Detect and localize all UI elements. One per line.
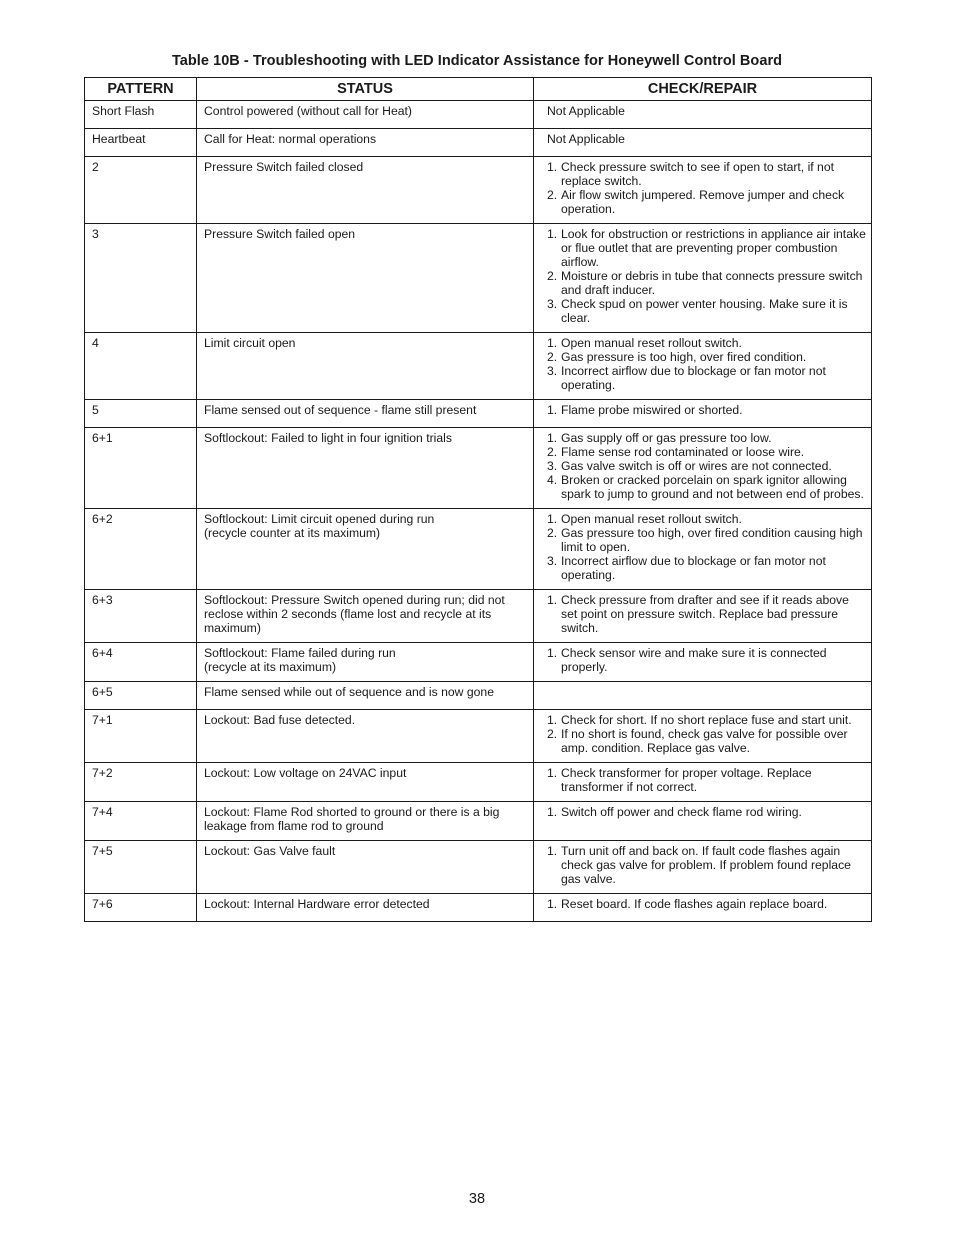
status-cell: Lockout: Gas Valve fault bbox=[197, 841, 534, 894]
step-number: 1. bbox=[547, 766, 558, 780]
status-cell: Softlockout: Limit circuit opened during run (recycle counter at its maximum) bbox=[197, 509, 534, 590]
repair-steps-list bbox=[547, 805, 867, 819]
check-repair-cell bbox=[534, 841, 872, 894]
step-number: 3. bbox=[547, 364, 558, 378]
check-repair-cell bbox=[534, 333, 872, 400]
step-number: 2. bbox=[547, 350, 558, 364]
status-cell: Limit circuit open bbox=[197, 333, 534, 400]
step-number: 1. bbox=[547, 160, 558, 174]
repair-step bbox=[547, 269, 867, 297]
step-number: 1. bbox=[547, 844, 558, 858]
repair-step bbox=[547, 188, 867, 216]
repair-step bbox=[547, 350, 867, 364]
pattern-cell: 3 bbox=[85, 224, 197, 333]
step-number: 1. bbox=[547, 805, 558, 819]
pattern-cell: 4 bbox=[85, 333, 197, 400]
check-repair-cell bbox=[534, 682, 872, 710]
step-number: 2. bbox=[547, 445, 558, 459]
step-number: 4. bbox=[547, 473, 558, 487]
table-row bbox=[85, 224, 872, 333]
repair-step bbox=[547, 512, 867, 526]
repair-step bbox=[547, 526, 867, 554]
column-header-pattern: PATTERN bbox=[85, 78, 197, 101]
step-text: Flame sense rod contaminated or loose wire. bbox=[561, 445, 805, 459]
status-cell: Pressure Switch failed closed bbox=[197, 157, 534, 224]
repair-steps-list bbox=[547, 403, 867, 417]
pattern-cell: 6+1 bbox=[85, 428, 197, 509]
step-number: 1. bbox=[547, 431, 558, 445]
status-cell: Lockout: Flame Rod shorted to ground or there is a big leakage from flame rod to ground bbox=[197, 802, 534, 841]
step-number: 1. bbox=[547, 713, 558, 727]
table-row bbox=[85, 590, 872, 643]
pattern-cell: 6+5 bbox=[85, 682, 197, 710]
step-number: 2. bbox=[547, 269, 558, 283]
check-repair-cell bbox=[534, 710, 872, 763]
step-text: Check sensor wire and make sure it is connected properly. bbox=[561, 646, 827, 674]
step-number: 2. bbox=[547, 526, 558, 540]
check-repair-cell bbox=[534, 643, 872, 682]
step-text: Gas pressure is too high, over fired condition. bbox=[561, 350, 807, 364]
step-number: 2. bbox=[547, 727, 558, 741]
repair-steps-list bbox=[547, 593, 867, 635]
status-cell: Control powered (without call for Heat) bbox=[197, 101, 534, 129]
repair-steps-list bbox=[547, 431, 867, 501]
check-repair-cell bbox=[534, 763, 872, 802]
check-repair-cell bbox=[534, 894, 872, 922]
table-row bbox=[85, 894, 872, 922]
status-cell: Call for Heat: normal operations bbox=[197, 129, 534, 157]
step-text: Open manual reset rollout switch. bbox=[561, 336, 742, 350]
check-repair-cell bbox=[534, 129, 872, 157]
repair-step bbox=[547, 646, 867, 674]
repair-step bbox=[547, 554, 867, 582]
table-row bbox=[85, 763, 872, 802]
table-row bbox=[85, 643, 872, 682]
status-cell: Softlockout: Pressure Switch opened during run; did not reclose within 2 seconds (flame lost and recycle at its maximum) bbox=[197, 590, 534, 643]
pattern-cell: 2 bbox=[85, 157, 197, 224]
troubleshooting-table bbox=[84, 77, 872, 922]
table-row bbox=[85, 101, 872, 129]
step-text: Air flow switch jumpered. Remove jumper and check operation. bbox=[561, 188, 845, 216]
table-row bbox=[85, 682, 872, 710]
check-repair-cell bbox=[534, 590, 872, 643]
page-number: 38 bbox=[468, 1191, 486, 1207]
status-cell: Softlockout: Failed to light in four ignition trials bbox=[197, 428, 534, 509]
table-body bbox=[85, 101, 872, 922]
check-repair-cell bbox=[534, 802, 872, 841]
pattern-cell: Short Flash bbox=[85, 101, 197, 129]
pattern-cell: 7+2 bbox=[85, 763, 197, 802]
check-repair-cell bbox=[534, 224, 872, 333]
table-row bbox=[85, 710, 872, 763]
pattern-cell: 7+1 bbox=[85, 710, 197, 763]
step-text: Gas supply off or gas pressure too low. bbox=[561, 431, 772, 445]
repair-steps-list bbox=[547, 646, 867, 674]
pattern-cell: 7+5 bbox=[85, 841, 197, 894]
repair-step bbox=[547, 766, 867, 794]
table-row bbox=[85, 509, 872, 590]
repair-steps-list bbox=[547, 227, 867, 325]
step-text: Incorrect airflow due to blockage or fan motor not operating. bbox=[561, 364, 826, 392]
pattern-cell: 6+4 bbox=[85, 643, 197, 682]
step-text: Check for short. If no short replace fuse and start unit. bbox=[561, 713, 852, 727]
check-repair-cell bbox=[534, 101, 872, 129]
repair-step bbox=[547, 805, 867, 819]
check-repair-cell bbox=[534, 400, 872, 428]
step-text: Look for obstruction or restrictions in appliance air intake or flue outlet that are preventing proper combustion airflow. bbox=[561, 227, 866, 269]
repair-steps-list bbox=[547, 160, 867, 216]
repair-steps-list bbox=[547, 512, 867, 582]
table-row bbox=[85, 841, 872, 894]
repair-step bbox=[547, 727, 867, 755]
step-number: 1. bbox=[547, 336, 558, 350]
step-number: 1. bbox=[547, 593, 558, 607]
status-cell: Flame sensed while out of sequence and is now gone bbox=[197, 682, 534, 710]
check-repair-cell bbox=[534, 157, 872, 224]
check-repair-note: Not Applicable bbox=[547, 104, 625, 118]
table-row bbox=[85, 400, 872, 428]
pattern-cell: 7+6 bbox=[85, 894, 197, 922]
step-text: Switch off power and check flame rod wiring. bbox=[561, 805, 802, 819]
check-repair-cell bbox=[534, 428, 872, 509]
step-text: Flame probe miswired or shorted. bbox=[561, 403, 743, 417]
step-text: Incorrect airflow due to blockage or fan motor not operating. bbox=[561, 554, 826, 582]
step-text: Moisture or debris in tube that connects pressure switch and draft inducer. bbox=[561, 269, 863, 297]
step-number: 1. bbox=[547, 403, 558, 417]
repair-step bbox=[547, 160, 867, 188]
table-row bbox=[85, 333, 872, 400]
step-text: Check spud on power venter housing. Make sure it is clear. bbox=[561, 297, 848, 325]
table-row bbox=[85, 802, 872, 841]
column-header-check-repair: CHECK/REPAIR bbox=[534, 78, 872, 101]
repair-steps-list bbox=[547, 897, 867, 911]
status-cell: Lockout: Bad fuse detected. bbox=[197, 710, 534, 763]
repair-steps-list bbox=[547, 766, 867, 794]
step-number: 1. bbox=[547, 897, 558, 911]
step-text: If no short is found, check gas valve for possible over amp. condition. Replace gas valve. bbox=[561, 727, 848, 755]
step-text: Open manual reset rollout switch. bbox=[561, 512, 742, 526]
check-repair-note: Not Applicable bbox=[547, 132, 625, 146]
step-text: Turn unit off and back on. If fault code flashes again check gas valve for problem. If problem found replace gas valve. bbox=[561, 844, 851, 886]
status-cell: Pressure Switch failed open bbox=[197, 224, 534, 333]
pattern-cell: 6+3 bbox=[85, 590, 197, 643]
repair-step bbox=[547, 336, 867, 350]
repair-step bbox=[547, 473, 867, 501]
step-text: Gas valve switch is off or wires are not connected. bbox=[561, 459, 832, 473]
column-header-status: STATUS bbox=[197, 78, 534, 101]
repair-steps-list bbox=[547, 336, 867, 392]
step-text: Broken or cracked porcelain on spark ignitor allowing spark to jump to ground and not between end of probes. bbox=[561, 473, 864, 501]
repair-steps-list bbox=[547, 844, 867, 886]
status-cell: Lockout: Low voltage on 24VAC input bbox=[197, 763, 534, 802]
step-number: 3. bbox=[547, 459, 558, 473]
repair-step bbox=[547, 713, 867, 727]
pattern-cell: Heartbeat bbox=[85, 129, 197, 157]
status-cell: Softlockout: Flame failed during run (recycle at its maximum) bbox=[197, 643, 534, 682]
step-number: 1. bbox=[547, 227, 558, 241]
repair-step bbox=[547, 403, 867, 417]
status-cell: Flame sensed out of sequence - flame still present bbox=[197, 400, 534, 428]
step-number: 3. bbox=[547, 554, 558, 568]
repair-step bbox=[547, 364, 867, 392]
check-repair-cell bbox=[534, 509, 872, 590]
repair-steps-list bbox=[547, 713, 867, 755]
pattern-cell: 6+2 bbox=[85, 509, 197, 590]
step-number: 1. bbox=[547, 646, 558, 660]
step-number: 1. bbox=[547, 512, 558, 526]
step-text: Check pressure from drafter and see if it reads above set point on pressure switch. Replace bad pressure switch. bbox=[561, 593, 849, 635]
repair-step bbox=[547, 431, 867, 445]
step-text: Check pressure switch to see if open to start, if not replace switch. bbox=[561, 160, 834, 188]
step-number: 2. bbox=[547, 188, 558, 202]
step-number: 3. bbox=[547, 297, 558, 311]
repair-step bbox=[547, 593, 867, 635]
step-text: Gas pressure too high, over fired condition causing high limit to open. bbox=[561, 526, 863, 554]
table-row bbox=[85, 157, 872, 224]
status-cell: Lockout: Internal Hardware error detected bbox=[197, 894, 534, 922]
pattern-cell: 5 bbox=[85, 400, 197, 428]
repair-step bbox=[547, 844, 867, 886]
repair-step bbox=[547, 897, 867, 911]
repair-step bbox=[547, 297, 867, 325]
step-text: Check transformer for proper voltage. Replace transformer if not correct. bbox=[561, 766, 812, 794]
table-row bbox=[85, 129, 872, 157]
step-text: Reset board. If code flashes again replace board. bbox=[561, 897, 828, 911]
table-title: Table 10B - Troubleshooting with LED Indicator Assistance for Honeywell Control Board bbox=[171, 53, 783, 69]
repair-step bbox=[547, 445, 867, 459]
pattern-cell: 7+4 bbox=[85, 802, 197, 841]
repair-step bbox=[547, 459, 867, 473]
table-row bbox=[85, 428, 872, 509]
repair-step bbox=[547, 227, 867, 269]
table-header-row bbox=[85, 78, 872, 101]
